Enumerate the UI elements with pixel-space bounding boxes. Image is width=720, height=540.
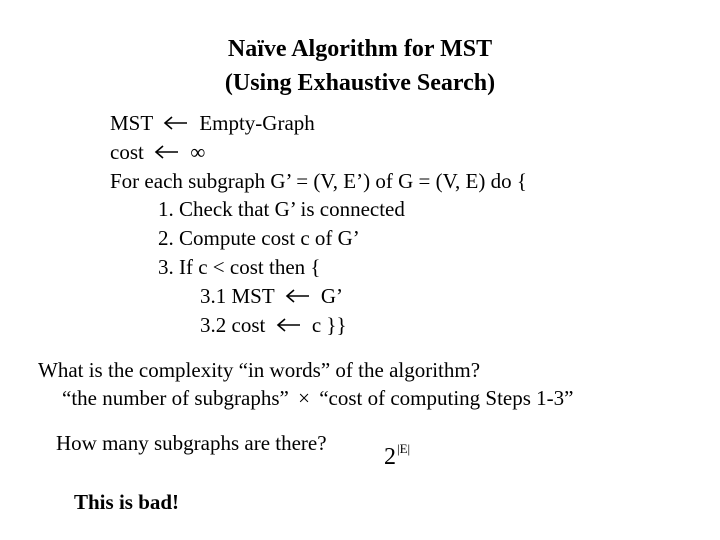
algo-line-8-rhs: c }}: [311, 313, 347, 337]
complexity-question: What is the complexity “in words” of the algorithm?: [38, 358, 481, 382]
algo-line-8: [200, 312, 347, 338]
left-arrow-icon: [274, 317, 304, 333]
algo-line-3: For each subgraph G’ = (V, E’) of G = (V, E) do {: [110, 169, 527, 193]
algo-line-7-lhs: 3.1 MST: [200, 284, 275, 308]
algo-line-5: 2. Compute cost c of G’: [158, 226, 360, 250]
slide-title-line-1: Naïve Algorithm for MST: [227, 36, 493, 62]
subgraph-count-formula: [384, 436, 410, 470]
algo-line-2: [110, 139, 205, 165]
slide-title-line-2: (Using Exhaustive Search): [224, 70, 496, 96]
algo-line-1: [110, 110, 315, 136]
algo-line-2-lhs: cost: [110, 140, 144, 164]
formula-exponent: |E|: [397, 441, 411, 456]
algo-line-7: [200, 283, 343, 309]
algo-line-7-rhs: G’: [320, 284, 343, 308]
left-arrow-icon: [152, 144, 182, 160]
algo-line-6: 3. If c < cost then {: [158, 255, 321, 279]
times-symbol: ×: [298, 386, 310, 410]
algo-line-1-rhs: Empty-Graph: [199, 111, 315, 135]
left-arrow-icon: [283, 288, 313, 304]
algo-line-8-lhs: 3.2 cost: [200, 313, 266, 337]
subgraphs-question: How many subgraphs are there?: [56, 431, 327, 455]
complexity-answer-a: “the number of subgraphs”: [62, 386, 289, 410]
conclusion-text: This is bad!: [74, 490, 180, 514]
infinity-symbol: ∞: [190, 140, 206, 164]
algo-line-1-lhs: MST: [110, 111, 153, 135]
algo-line-4: 1. Check that G’ is connected: [158, 197, 405, 221]
left-arrow-icon: [161, 115, 191, 131]
complexity-answer: [62, 385, 574, 411]
complexity-answer-b: “cost of computing Steps 1-3”: [319, 386, 574, 410]
formula-base: 2: [384, 444, 396, 470]
